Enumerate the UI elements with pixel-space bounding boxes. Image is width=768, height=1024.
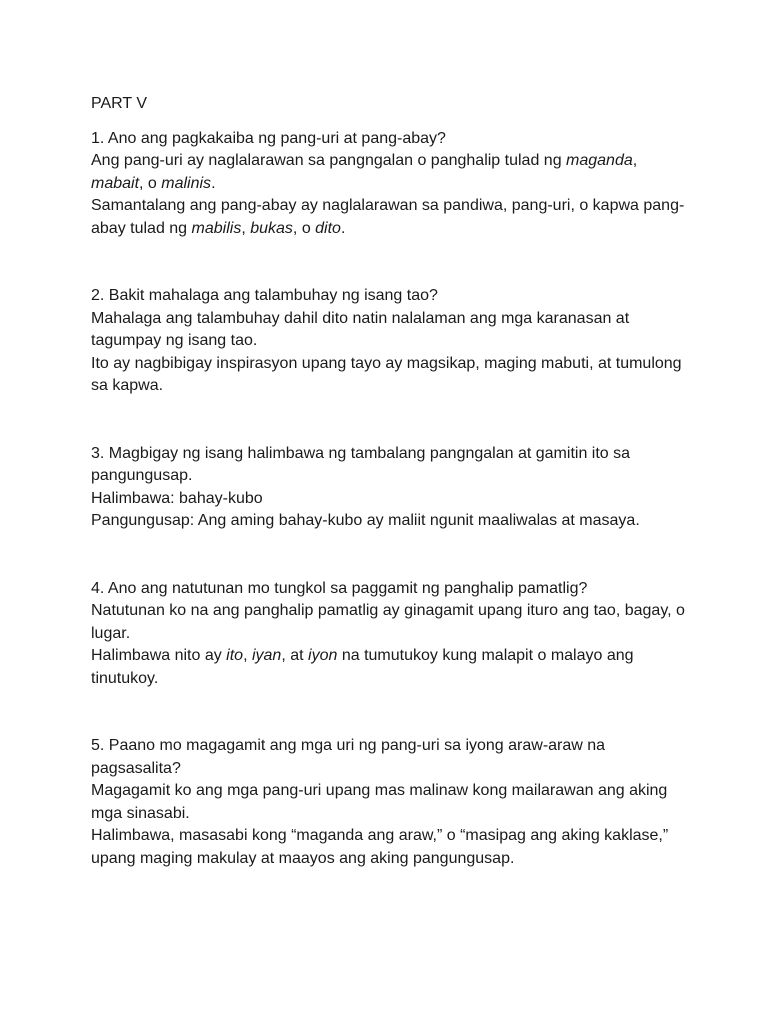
example-word: maganda	[566, 152, 633, 169]
answer-4-line-1: Natutunan ko na ang panghalip pamatlig ay ginagamit upang ituro ang tao, bagay, o lugar.	[91, 602, 685, 642]
answer-2-line-2: Ito ay nagbibigay inspirasyon upang tayo ay magsikap, maging mabuti, at tumulong sa kapwa.	[91, 354, 682, 394]
answer-1-line-2: Samantalang ang pang-abay ay naglalarawan sa pandiwa, pang-uri, o kapwa pang-abay tulad ng mabilis, bukas, o dito.	[91, 197, 685, 237]
part-heading: PART V	[91, 95, 148, 112]
example-word: dito	[315, 219, 341, 237]
question-4: 4. Ano ang natutunan mo tungkol sa paggamit ng panghalip pamatlig?	[91, 579, 588, 597]
qa-item-4	[91, 578, 691, 691]
example-word: iyan	[251, 647, 282, 664]
answer-5-line-1: Magagamit ko ang mga pang-uri upang mas malinaw kong mailarawan ang aking mga sinasabi.	[91, 782, 668, 822]
example-word: iyon	[308, 647, 338, 664]
question-5: 5. Paano mo magagamit ang mga uri ng pang-uri sa iyong araw-araw na pagsasalita?	[91, 737, 606, 777]
qa-item-1	[91, 128, 691, 241]
question-1: 1. Ano ang pagkakaiba ng pang-uri at pang-abay?	[91, 129, 446, 147]
qa-item-3	[91, 443, 691, 533]
example-word: mabilis	[191, 219, 242, 237]
answer-4-line-2: Halimbawa nito ay ito, iyan, at iyon na tumutukoy kung malapit o malayo ang tinutukoy.	[91, 647, 634, 687]
example-word: malinis	[161, 174, 212, 192]
answer-5-line-2: Halimbawa, masasabi kong “maganda ang araw,” o “masipag ang aking kaklase,” upang maging makulay at maayos ang aking pangungusap.	[91, 827, 669, 867]
question-3: 3. Magbigay ng isang halimbawa ng tambalang pangngalan at gamitin ito sa pangungusap.	[91, 444, 631, 484]
qa-item-2	[91, 285, 691, 398]
answer-3-line-1: Halimbawa: bahay-kubo	[91, 489, 263, 507]
qa-item-5	[91, 735, 691, 870]
example-word: mabait	[91, 174, 140, 192]
example-word: ito	[226, 647, 244, 664]
question-2: 2. Bakit mahalaga ang talambuhay ng isang tao?	[91, 287, 438, 304]
document-page	[91, 93, 691, 915]
answer-2-line-1: Mahalaga ang talambuhay dahil dito natin nalalaman ang mga karanasan at tagumpay ng isang tao.	[91, 309, 630, 349]
example-word: bukas	[250, 219, 293, 237]
answer-3-line-2: Pangungusap: Ang aming bahay-kubo ay maliit ngunit maaliwalas at masaya.	[91, 512, 640, 529]
answer-1-line-1: Ang pang-uri ay naglalarawan sa pangngalan o panghalip tulad ng maganda, mabait, o malinis.	[91, 152, 638, 192]
